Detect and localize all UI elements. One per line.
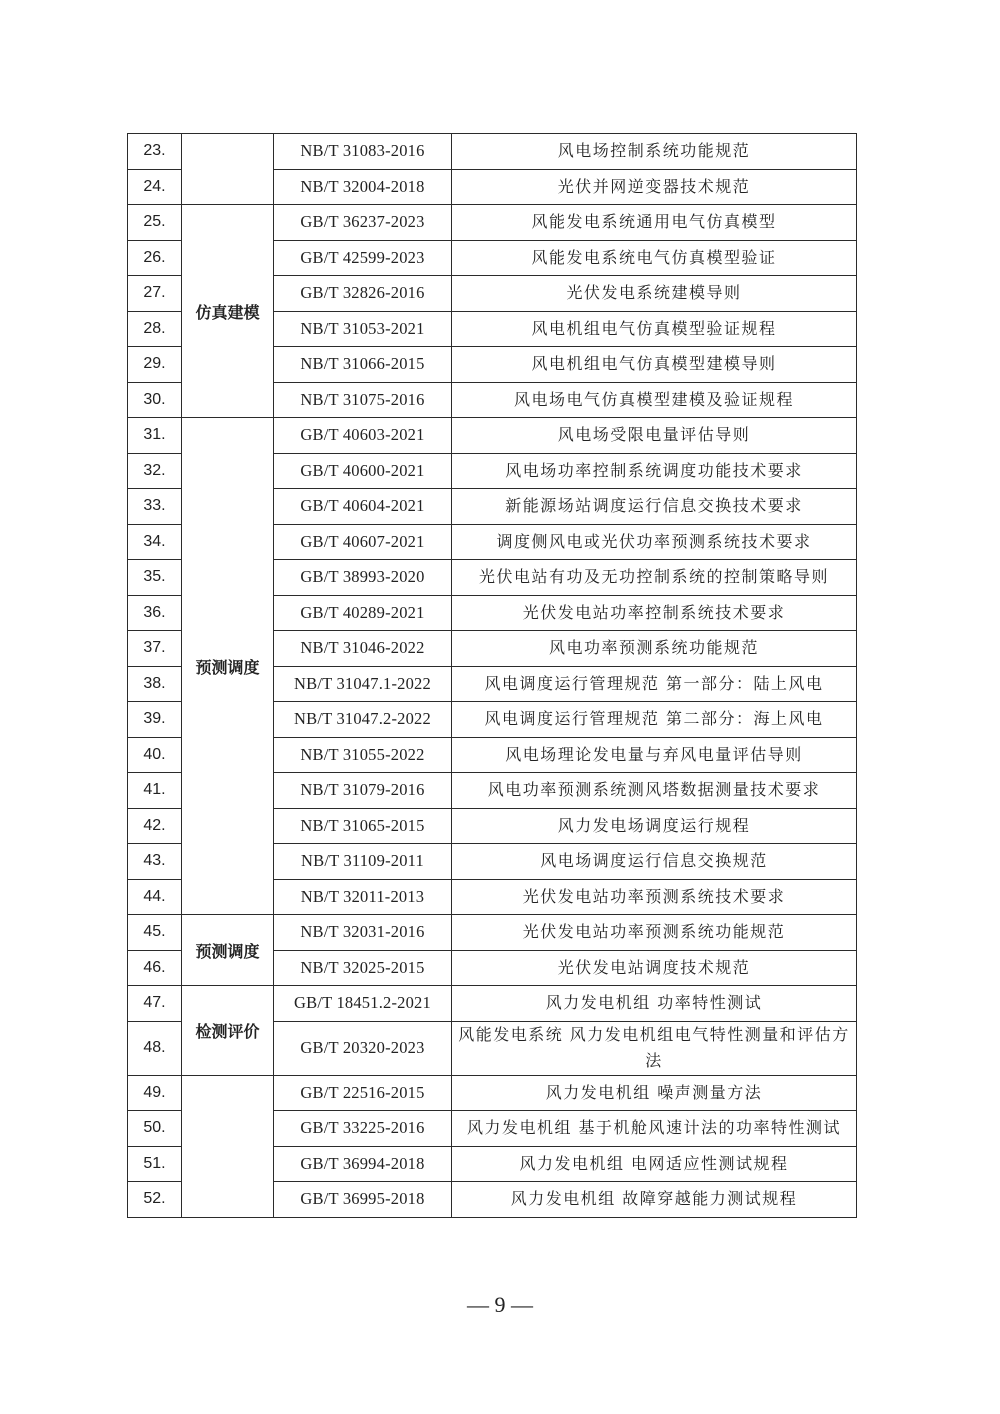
- standard-code: GB/T 36995-2018: [274, 1182, 452, 1218]
- standard-code: GB/T 40607-2021: [274, 524, 452, 560]
- row-number: 25.: [128, 205, 182, 241]
- row-number: 29.: [128, 347, 182, 383]
- row-number: 32.: [128, 453, 182, 489]
- row-number: 33.: [128, 489, 182, 525]
- standard-name: 风电机组电气仿真模型建模导则: [452, 347, 857, 383]
- standard-name: 风能发电系统通用电气仿真模型: [452, 205, 857, 241]
- standard-code: NB/T 31047.1-2022: [274, 666, 452, 702]
- standard-name: 风电调度运行管理规范 第一部分：陆上风电: [452, 666, 857, 702]
- row-number: 28.: [128, 311, 182, 347]
- standard-code: GB/T 36994-2018: [274, 1146, 452, 1182]
- standard-code: NB/T 31053-2021: [274, 311, 452, 347]
- standard-code: NB/T 31075-2016: [274, 382, 452, 418]
- standard-code: GB/T 40604-2021: [274, 489, 452, 525]
- row-number: 36.: [128, 595, 182, 631]
- standard-code: NB/T 31065-2015: [274, 808, 452, 844]
- standard-code: GB/T 36237-2023: [274, 205, 452, 241]
- row-number: 47.: [128, 986, 182, 1022]
- standard-code: GB/T 38993-2020: [274, 560, 452, 596]
- row-number: 26.: [128, 240, 182, 276]
- row-number: 37.: [128, 631, 182, 667]
- row-number: 51.: [128, 1146, 182, 1182]
- standard-code: NB/T 31066-2015: [274, 347, 452, 383]
- category-cell-empty: [182, 134, 274, 205]
- row-number: 34.: [128, 524, 182, 560]
- row-number: 41.: [128, 773, 182, 809]
- row-number: 30.: [128, 382, 182, 418]
- standard-name: 光伏发电站调度技术规范: [452, 950, 857, 986]
- standard-code: GB/T 40289-2021: [274, 595, 452, 631]
- standard-name: 风电功率预测系统测风塔数据测量技术要求: [452, 773, 857, 809]
- standard-name: 风电调度运行管理规范 第二部分：海上风电: [452, 702, 857, 738]
- row-number: 45.: [128, 915, 182, 951]
- standard-name: 光伏发电站功率预测系统技术要求: [452, 879, 857, 915]
- standard-name: 风电场调度运行信息交换规范: [452, 844, 857, 880]
- row-number: 39.: [128, 702, 182, 738]
- row-number: 23.: [128, 134, 182, 170]
- standard-name: 风电功率预测系统功能规范: [452, 631, 857, 667]
- standard-code: GB/T 18451.2-2021: [274, 986, 452, 1022]
- page-number: — 9 —: [467, 1292, 533, 1317]
- category-testing-evaluation: 检测评价: [182, 986, 274, 1076]
- table-row: [128, 205, 857, 241]
- standard-name: 光伏发电站功率预测系统功能规范: [452, 915, 857, 951]
- standard-name: 风电场功率控制系统调度功能技术要求: [452, 453, 857, 489]
- standard-code: GB/T 20320-2023: [274, 1021, 452, 1075]
- category-cell-empty: [182, 1075, 274, 1217]
- row-number: 31.: [128, 418, 182, 454]
- standard-name: 风力发电机组 基于机舱风速计法的功率特性测试: [452, 1111, 857, 1147]
- row-number: 42.: [128, 808, 182, 844]
- table-row: [128, 134, 857, 170]
- category-forecast-dispatch: 预测调度: [182, 915, 274, 986]
- row-number: 49.: [128, 1075, 182, 1111]
- standard-name: 新能源场站调度运行信息交换技术要求: [452, 489, 857, 525]
- standard-name: 风电场电气仿真模型建模及验证规程: [452, 382, 857, 418]
- standard-name: 风电机组电气仿真模型验证规程: [452, 311, 857, 347]
- category-forecast-dispatch: 预测调度: [182, 418, 274, 915]
- standard-code: GB/T 40603-2021: [274, 418, 452, 454]
- standard-name: 调度侧风电或光伏功率预测系统技术要求: [452, 524, 857, 560]
- row-number: 24.: [128, 169, 182, 205]
- standard-code: NB/T 32025-2015: [274, 950, 452, 986]
- standard-code: GB/T 42599-2023: [274, 240, 452, 276]
- standard-name: 风力发电场调度运行规程: [452, 808, 857, 844]
- standard-name: 光伏发电系统建模导则: [452, 276, 857, 312]
- category-simulation-modeling: 仿真建模: [182, 205, 274, 418]
- standards-table: [127, 133, 857, 1218]
- standard-code: NB/T 31046-2022: [274, 631, 452, 667]
- standard-code: GB/T 33225-2016: [274, 1111, 452, 1147]
- row-number: 48.: [128, 1021, 182, 1075]
- table-row: [128, 1075, 857, 1111]
- standard-code: NB/T 31055-2022: [274, 737, 452, 773]
- table-row: [128, 418, 857, 454]
- row-number: 44.: [128, 879, 182, 915]
- standard-name: 风电场理论发电量与弃风电量评估导则: [452, 737, 857, 773]
- standard-code: GB/T 40600-2021: [274, 453, 452, 489]
- standard-code: NB/T 31079-2016: [274, 773, 452, 809]
- row-number: 46.: [128, 950, 182, 986]
- row-number: 50.: [128, 1111, 182, 1147]
- standard-name: 光伏电站有功及无功控制系统的控制策略导则: [452, 560, 857, 596]
- standard-name: 光伏并网逆变器技术规范: [452, 169, 857, 205]
- standard-name: 风能发电系统电气仿真模型验证: [452, 240, 857, 276]
- standard-code: GB/T 22516-2015: [274, 1075, 452, 1111]
- row-number: 38.: [128, 666, 182, 702]
- row-number: 52.: [128, 1182, 182, 1218]
- table-row: [128, 986, 857, 1022]
- standard-code: NB/T 32031-2016: [274, 915, 452, 951]
- standard-name: 风力发电机组 噪声测量方法: [452, 1075, 857, 1111]
- standard-code: NB/T 32011-2013: [274, 879, 452, 915]
- standard-name: 光伏发电站功率控制系统技术要求: [452, 595, 857, 631]
- standard-name: 风能发电系统 风力发电机组电气特性测量和评估方法: [452, 1021, 857, 1075]
- standard-code: NB/T 31047.2-2022: [274, 702, 452, 738]
- standard-name: 风力发电机组 功率特性测试: [452, 986, 857, 1022]
- standard-name: 风电场受限电量评估导则: [452, 418, 857, 454]
- table-row: [128, 915, 857, 951]
- standard-code: NB/T 31109-2011: [274, 844, 452, 880]
- standard-name: 风力发电机组 电网适应性测试规程: [452, 1146, 857, 1182]
- row-number: 27.: [128, 276, 182, 312]
- row-number: 35.: [128, 560, 182, 596]
- standard-name: 风力发电机组 故障穿越能力测试规程: [452, 1182, 857, 1218]
- standard-code: GB/T 32826-2016: [274, 276, 452, 312]
- standard-code: NB/T 32004-2018: [274, 169, 452, 205]
- standard-code: NB/T 31083-2016: [274, 134, 452, 170]
- row-number: 40.: [128, 737, 182, 773]
- row-number: 43.: [128, 844, 182, 880]
- standard-name: 风电场控制系统功能规范: [452, 134, 857, 170]
